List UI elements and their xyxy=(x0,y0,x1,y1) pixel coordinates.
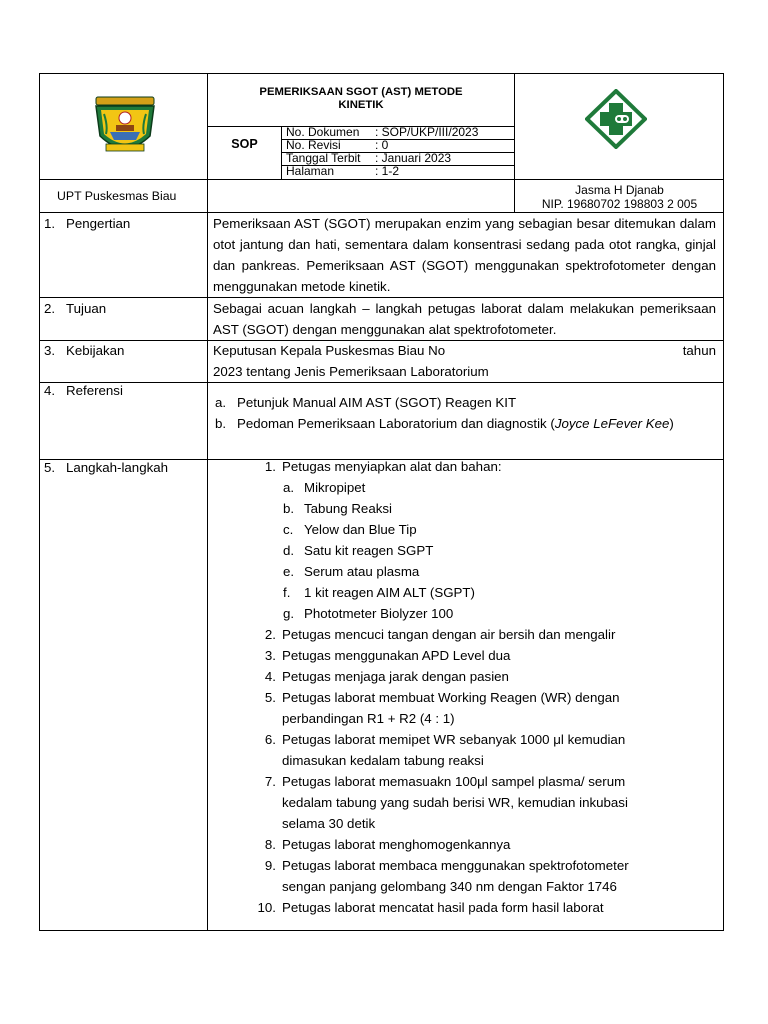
step-number: 5. xyxy=(264,690,276,705)
step-line: Petugas laborat memasuakn 100μl sampel plasma/ serum xyxy=(282,774,626,789)
sub-text: 1 kit reagen AIM ALT (SGPT) xyxy=(304,585,475,600)
section-number: 4. xyxy=(44,383,56,398)
sub-text: Satu kit reagen SGPT xyxy=(304,543,434,558)
section-number: 5. xyxy=(44,460,56,475)
step-line: selama 30 detik xyxy=(282,816,376,831)
doc-meta-value: : Januari 2023 xyxy=(375,151,452,165)
section-title: Langkah-langkah xyxy=(66,460,169,475)
section-label xyxy=(44,213,130,234)
step-line: Petugas laborat memipet WR sebanyak 1000 μl kemudian xyxy=(282,732,626,747)
kebijakan-line-left: Keputusan Kepala Puskesmas Biau No xyxy=(213,343,446,358)
list-item xyxy=(213,392,716,413)
signer-block xyxy=(515,184,724,211)
step-item xyxy=(0,834,720,855)
sub-marker: g. xyxy=(283,606,295,621)
sub-marker: b. xyxy=(283,501,295,516)
list-item-text: Pedoman Pemeriksaan Laboratorium dan diagnostik ( xyxy=(237,416,555,431)
sub-item xyxy=(0,498,720,519)
sub-text: Yelow dan Blue Tip xyxy=(304,522,417,537)
sub-marker: e. xyxy=(283,564,295,579)
sub-item xyxy=(0,561,720,582)
step-line: sengan panjang gelombang 340 nm dengan Faktor 1746 xyxy=(282,879,617,894)
step-line: Petugas menggunakan APD Level dua xyxy=(282,648,511,663)
step-item xyxy=(0,687,720,729)
section-title: Kebijakan xyxy=(66,343,125,358)
kebijakan-text xyxy=(213,340,716,382)
section-number: 3. xyxy=(44,343,56,358)
sub-marker: a. xyxy=(283,480,295,495)
kebijakan-line xyxy=(213,340,716,361)
puskesmas-logo xyxy=(585,89,647,149)
step-item xyxy=(0,666,720,687)
signer-nip: NIP. 19680702 198803 2 005 xyxy=(541,196,698,211)
sub-item xyxy=(0,603,720,624)
step-item xyxy=(0,729,720,771)
step-line: kedalam tabung yang sudah berisi WR, kemudian inkubasi xyxy=(282,795,628,810)
tujuan-text: Sebagai acuan langkah – langkah petugas laborat dalam melakukan pemeriksaan AST (SGOT) dengan menggunakan alat spektrofotometer. xyxy=(213,301,716,337)
divider xyxy=(39,179,724,180)
sub-text: Serum atau plasma xyxy=(304,564,420,579)
org-name: UPT Puskesmas Biau xyxy=(57,189,177,203)
step-line: Petugas laborat menghomogenkannya xyxy=(282,837,511,852)
referensi-list xyxy=(213,392,716,434)
doc-meta-value: : 0 xyxy=(375,138,389,152)
sub-item xyxy=(0,540,720,561)
doc-meta-row xyxy=(286,165,514,178)
sub-item xyxy=(0,477,720,498)
sop-label: SOP xyxy=(231,137,258,151)
step-item xyxy=(0,624,720,645)
title-line: KINETIK xyxy=(338,99,384,111)
step-number: 10. xyxy=(257,900,276,915)
section-number: 2. xyxy=(44,301,56,316)
signer-name: Jasma H Djanab xyxy=(575,183,664,197)
list-marker: a. xyxy=(215,395,227,410)
list-item-italic: Joyce LeFever Kee xyxy=(554,416,670,431)
step-item xyxy=(0,855,720,897)
doc-meta-label: No. Dokumen xyxy=(286,125,360,139)
step-number: 6. xyxy=(264,732,276,747)
doc-meta-value: : SOP/UKP/III/2023 xyxy=(375,125,479,139)
doc-meta-value: : 1-2 xyxy=(375,164,400,178)
step-number: 3. xyxy=(264,648,276,663)
section-label xyxy=(44,340,124,361)
sub-text: Mikropipet xyxy=(304,480,366,495)
list-item-text-after: ) xyxy=(669,416,674,431)
sub-item xyxy=(0,519,720,540)
kebijakan-line-right: tahun xyxy=(682,343,716,358)
step-number: 8. xyxy=(264,837,276,852)
section-number: 1. xyxy=(44,216,56,231)
step-item xyxy=(0,771,720,834)
divider xyxy=(39,382,724,383)
sub-text: Tabung Reaksi xyxy=(304,501,392,516)
step-line: Petugas menjaga jarak dengan pasien xyxy=(282,669,509,684)
step-line: Petugas laborat membaca menggunakan spektrofotometer xyxy=(282,858,629,873)
title-line: PEMERIKSAAN SGOT (AST) METODE xyxy=(259,86,463,98)
section-title: Pengertian xyxy=(66,216,131,231)
step-line: Petugas laborat mencatat hasil pada form hasil laborat xyxy=(282,900,604,915)
list-marker: b. xyxy=(215,416,227,431)
step-number: 2. xyxy=(264,627,276,642)
step-item xyxy=(0,456,720,477)
list-item xyxy=(213,413,716,434)
step-line: dimasukan kedalam tabung reaksi xyxy=(282,753,484,768)
step-line: Petugas mencuci tangan dengan air bersih dan mengalir xyxy=(282,627,616,642)
step-line: Petugas laborat membuat Working Reagen (WR) dengan xyxy=(282,690,620,705)
sub-text: Phototmeter Biolyzer 100 xyxy=(304,606,454,621)
doc-meta-label: No. Revisi xyxy=(286,138,341,152)
doc-meta xyxy=(286,126,514,178)
step-item xyxy=(0,897,720,918)
kebijakan-line: 2023 tentang Jenis Pemeriksaan Laboratorium xyxy=(213,364,489,379)
step-number: 4. xyxy=(264,669,276,684)
step-text: Petugas menyiapkan alat dan bahan: xyxy=(282,459,502,474)
pengertian-text: Pemeriksaan AST (SGOT) merupakan enzim yang sebagian besar ditemukan dalam otot jantung dan hati, sementara dalam konsentrasi sedang pada otot rangka, ginjal dan pankreas. Pemeriksaan AST (SGOT) menggunakan spektrofotometer dengan menggunakan metode kinetik. xyxy=(213,216,716,294)
doc-meta-label: Halaman xyxy=(286,164,335,178)
sub-marker: c. xyxy=(283,522,294,537)
list-item-text: Petunjuk Manual AIM AST (SGOT) Reagen KIT xyxy=(237,395,517,410)
step-number: 1. xyxy=(264,459,276,474)
step-item xyxy=(0,645,720,666)
regency-emblem xyxy=(92,92,158,160)
sub-item xyxy=(0,582,720,603)
sub-marker: d. xyxy=(283,543,295,558)
section-title: Tujuan xyxy=(66,301,107,316)
step-number: 7. xyxy=(264,774,276,789)
doc-meta-label: Tanggal Terbit xyxy=(286,151,361,165)
section-label xyxy=(44,380,123,401)
step-number: 9. xyxy=(264,858,276,873)
section-label xyxy=(44,298,106,319)
steps-list xyxy=(0,456,720,918)
page-title xyxy=(208,86,514,112)
step-line: perbandingan R1 + R2 (4 : 1) xyxy=(282,711,455,726)
sub-marker: f. xyxy=(283,585,291,600)
section-title: Referensi xyxy=(66,383,123,398)
